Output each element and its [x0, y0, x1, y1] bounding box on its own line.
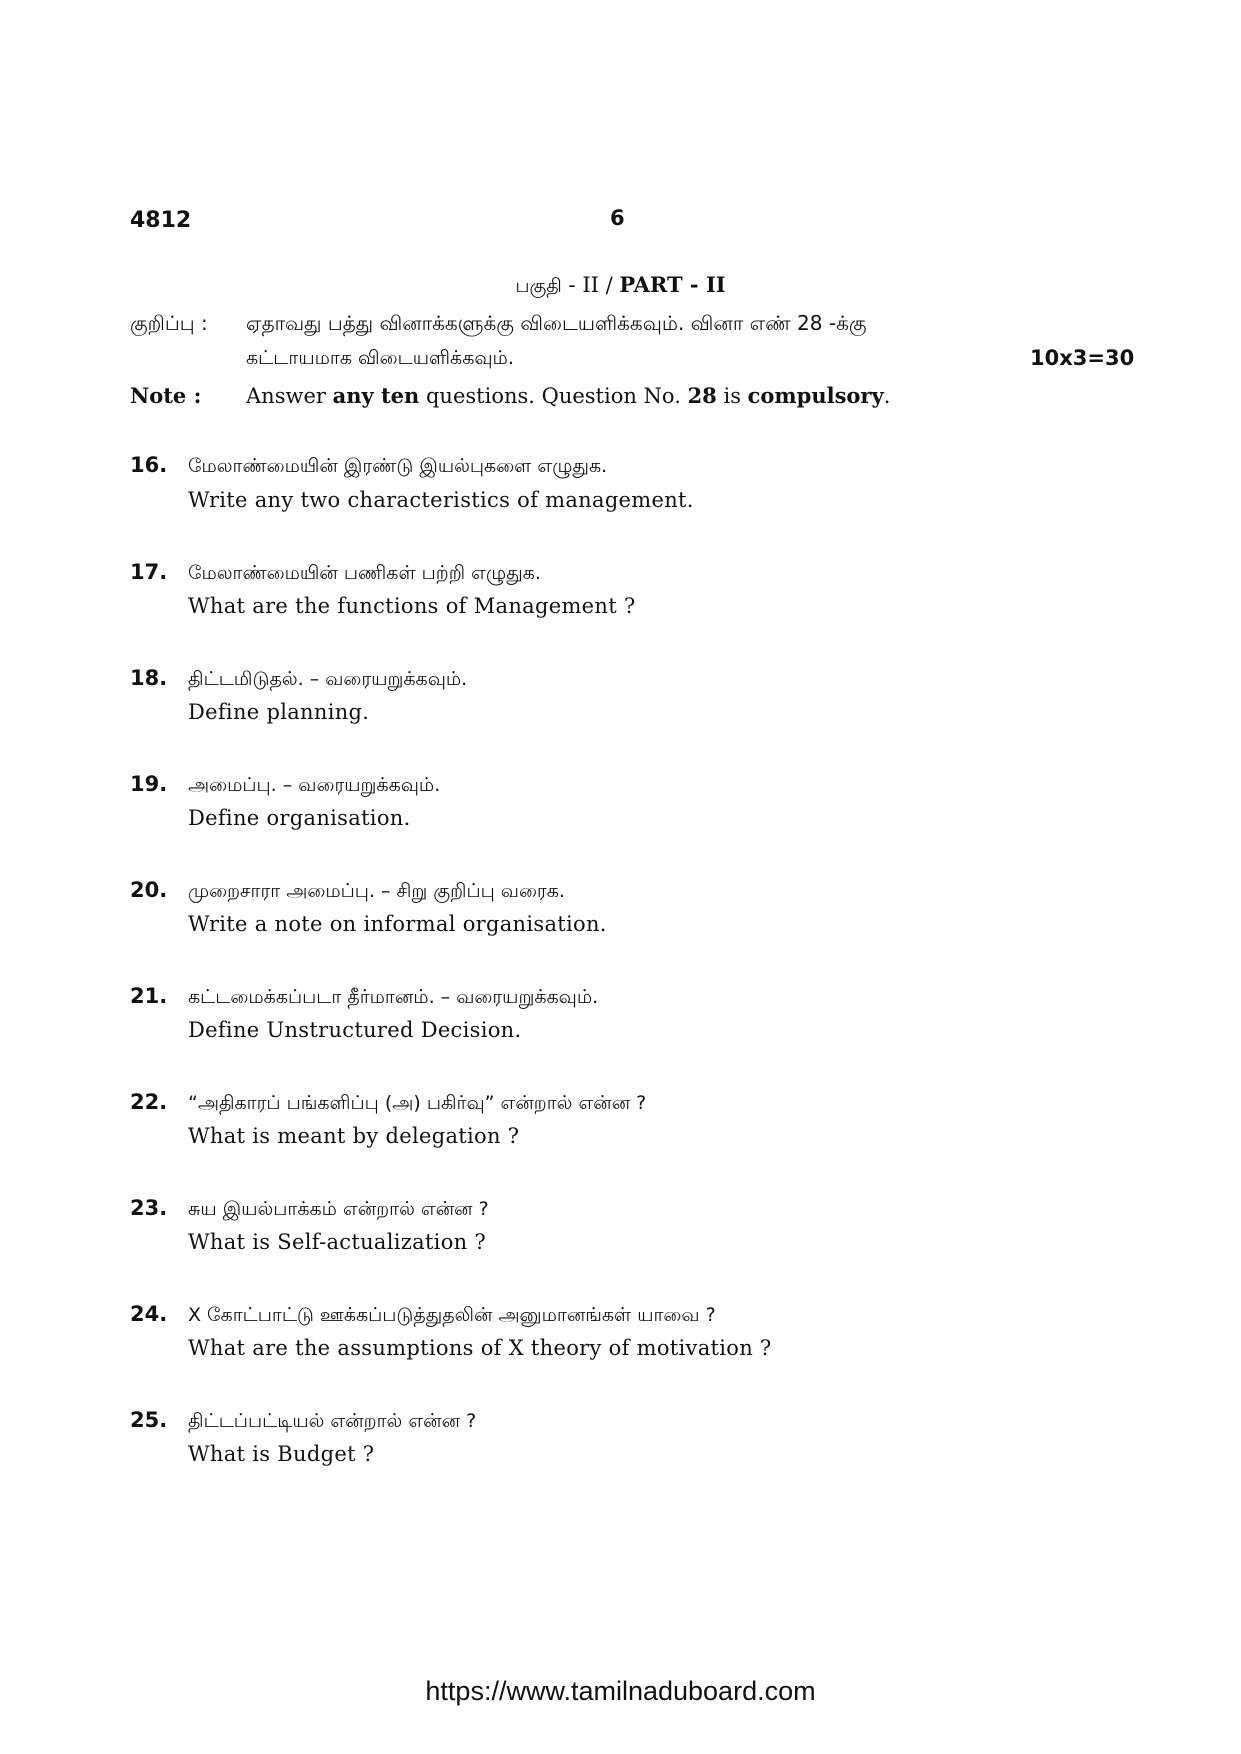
- part-heading-english: PART - II: [619, 272, 726, 297]
- question-text-tamil: அமைப்பு. – வரையறுக்கவும்.: [188, 774, 441, 796]
- note-text-part: is: [716, 384, 748, 408]
- note-english-label: Note :: [130, 383, 202, 408]
- question-text-english: What is Budget ?: [188, 1442, 375, 1466]
- question-text-english: What is Self-actualization ?: [188, 1230, 487, 1254]
- marks-allocation: 10x3=30: [1030, 346, 1135, 370]
- note-emphasis-question-number: 28: [687, 383, 717, 408]
- question-text-tamil: கட்டமைக்கப்படா தீர்மானம். – வரையறுக்கவும்.: [188, 986, 599, 1008]
- question-text-english: What is meant by delegation ?: [188, 1124, 520, 1148]
- question-text-english: Write any two characteristics of management.: [188, 488, 694, 512]
- question-number: 23.: [130, 1196, 168, 1220]
- question-text-english: What are the assumptions of X theory of motivation ?: [188, 1336, 772, 1360]
- page-number: 6: [610, 206, 625, 230]
- question-text-english: Write a note on informal organisation.: [188, 912, 607, 936]
- note-tamil-line-1: ஏதாவது பத்து வினாக்களுக்கு விடையளிக்கவும். வினா எண் 28 -க்கு: [246, 311, 867, 335]
- question-text-english: What are the functions of Management ?: [188, 594, 636, 618]
- part-heading: [0, 272, 1241, 300]
- question-text-tamil: X கோட்பாட்டு ஊக்கப்படுத்துதலின் அனுமானங்கள் யாவை ?: [188, 1304, 716, 1326]
- question-text-tamil: “அதிகாரப் பங்களிப்பு (அ) பகிர்வு” என்றால் என்ன ?: [188, 1092, 647, 1114]
- paper-code: 4812: [130, 208, 192, 233]
- question-text-tamil: முறைசாரா அமைப்பு. – சிறு குறிப்பு வரைக.: [188, 880, 565, 902]
- note-tamil-label: குறிப்பு :: [130, 311, 208, 335]
- question-text-english: Define organisation.: [188, 806, 411, 830]
- part-heading-separator: - II /: [561, 273, 620, 297]
- note-text-part: Answer: [246, 384, 333, 408]
- note-tamil-line-2: கட்டாயமாக விடையளிக்கவும்.: [246, 347, 514, 369]
- question-text-english: Define planning.: [188, 700, 370, 724]
- question-number: 20.: [130, 878, 168, 902]
- note-english-text: [246, 383, 890, 408]
- part-heading-tamil: பகுதி: [515, 275, 562, 297]
- question-number: 24.: [130, 1302, 168, 1326]
- question-number: 25.: [130, 1408, 168, 1432]
- question-text-tamil: திட்டப்பட்டியல் என்றால் என்ன ?: [188, 1410, 477, 1432]
- question-number: 19.: [130, 772, 168, 796]
- note-emphasis-compulsory: compulsory: [747, 383, 884, 408]
- question-number: 21.: [130, 984, 168, 1008]
- note-text-part: questions. Question No.: [419, 384, 688, 408]
- question-text-tamil: சுய இயல்பாக்கம் என்றால் என்ன ?: [188, 1198, 489, 1220]
- footer-url: https://www.tamilnaduboard.com: [425, 1676, 816, 1706]
- question-number: 16.: [130, 453, 168, 477]
- question-number: 22.: [130, 1090, 168, 1114]
- question-text-tamil: திட்டமிடுதல். – வரையறுக்கவும்.: [188, 668, 468, 690]
- question-number: 18.: [130, 666, 168, 690]
- question-number: 17.: [130, 560, 168, 584]
- question-text-tamil: மேலாண்மையின் பணிகள் பற்றி எழுதுக.: [188, 562, 541, 584]
- question-text-english: Define Unstructured Decision.: [188, 1018, 522, 1042]
- note-emphasis-any-ten: any ten: [332, 383, 420, 408]
- question-text-tamil: மேலாண்மையின் இரண்டு இயல்புகளை எழுதுக.: [188, 455, 608, 477]
- note-text-part: .: [883, 384, 891, 408]
